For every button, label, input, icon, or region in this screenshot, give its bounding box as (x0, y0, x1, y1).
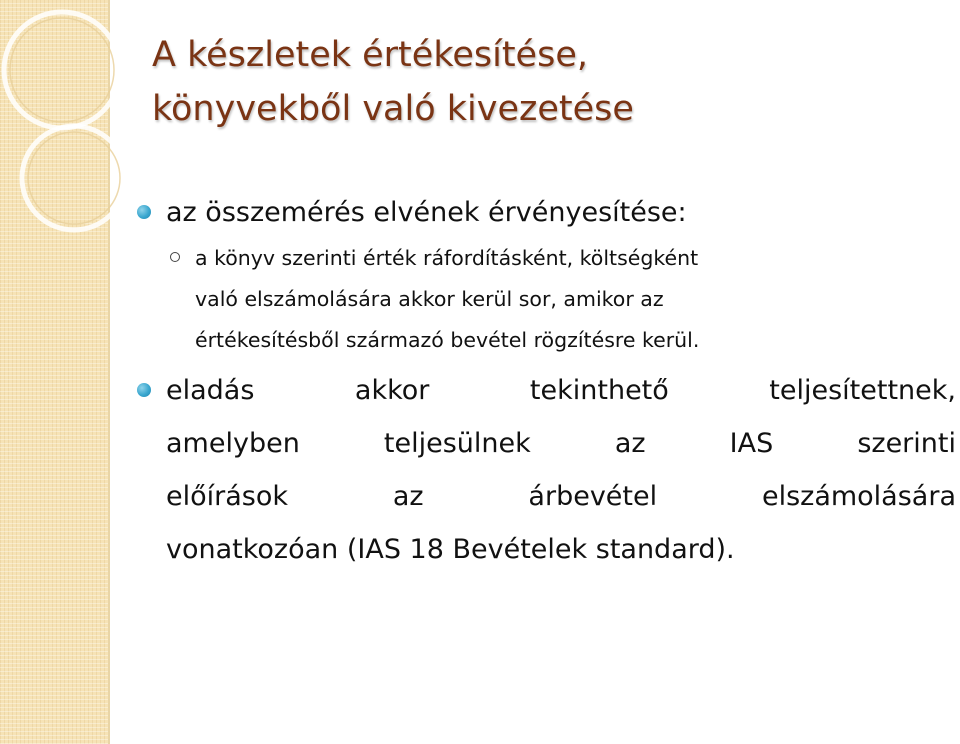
bullet-text: eladás akkor tekinthető teljesítettnek, (166, 375, 956, 406)
bullet-text: amelyben teljesülnek az IAS szerinti (166, 428, 956, 459)
sub-bullet-item (134, 238, 954, 361)
sub-bullet-text: való elszámolására akkor kerül sor, amikor az (195, 287, 664, 311)
bullet-item (134, 186, 954, 239)
sub-bullet-ring-icon (170, 252, 180, 262)
bullet-text: az összemérés elvének érvényesítése: (166, 197, 687, 228)
sub-bullet-text: értékesítésből származó bevétel rögzítésre kerül. (195, 328, 700, 352)
decorative-circles-icon (0, 0, 140, 260)
slide-body (134, 186, 954, 576)
title-line: A készletek értékesítése, (152, 35, 588, 75)
bullet-text: előírások az árbevétel elszámolására (166, 481, 956, 512)
slide-title (152, 28, 942, 136)
sub-bullet-text: a könyv szerinti érték ráfordításként, költségként (195, 246, 699, 270)
title-line: könyvekből való kivezetése (152, 89, 634, 129)
bullet-dot-icon (137, 205, 151, 219)
bullet-text: vonatkozóan (IAS 18 Bevételek standard). (166, 534, 735, 565)
bullet-item (134, 364, 954, 576)
bullet-dot-icon (137, 383, 151, 397)
